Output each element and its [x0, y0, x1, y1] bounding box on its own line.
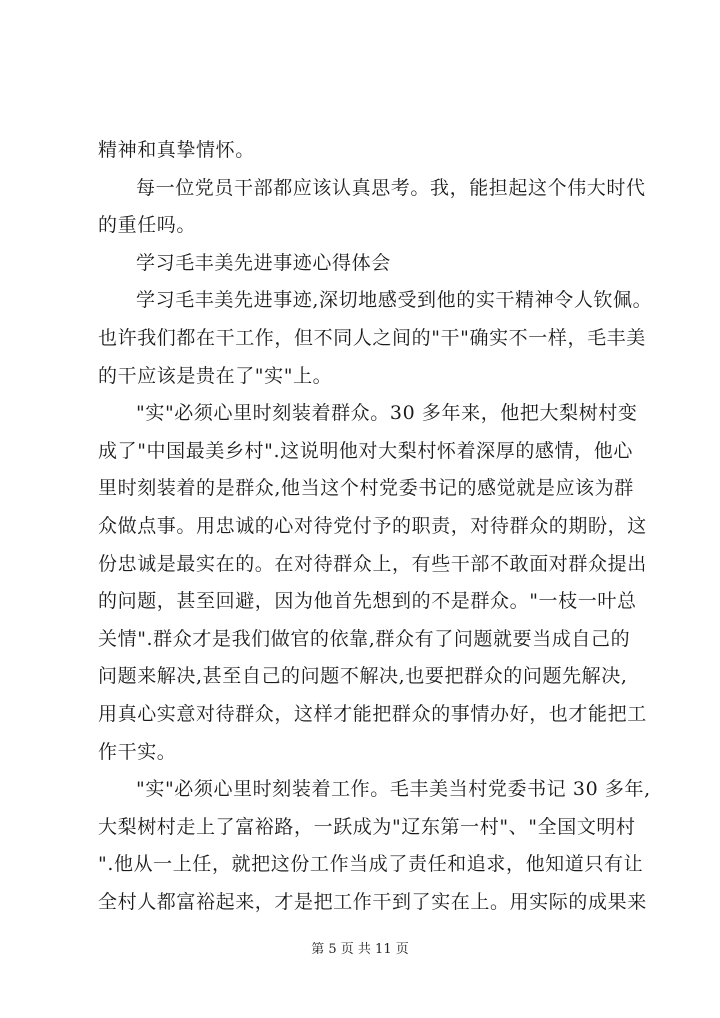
text-line: 精神和真挚情怀。	[98, 139, 255, 161]
text-line: 众做点事。用忠诚的心对待党付予的职责，对待群众的期盼，这	[98, 514, 647, 537]
text-line: 问题来解决,甚至自己的问题不解决,也要把群众的问题先解决,	[98, 665, 628, 688]
text-line: 的重任吗。	[98, 214, 197, 237]
text-line: 也许我们都在干工作，但不同人之间的"干"确实不一样，毛丰美	[98, 326, 646, 349]
text-line: 里时刻装着的是群众,他当这个村党委书记的感觉就是应该为群	[98, 477, 634, 500]
text-line: 用真心实意对待群众，这样才能把群众的事情办好，也才能把工	[98, 702, 647, 725]
text-line: 的干应该是贵在了"实"上。	[98, 364, 333, 387]
text-line: "实"必须心里时刻装着工作。毛丰美当村党委书记 30 多年,	[136, 778, 651, 801]
page-number-footer: 第 5 页 共 11 页	[311, 942, 409, 957]
text-line: 全村人都富裕起来，才是把工作干到了实在上。用实际的成果来	[98, 890, 647, 913]
text-line: 的问题，甚至回避，因为他首先想到的不是群众。"一枝一叶总	[98, 590, 637, 613]
text-line: 关情".群众才是我们做官的依靠,群众有了问题就要当成自己的	[98, 627, 631, 650]
text-line: 份忠诚是最实在的。在对待群众上，有些干部不敢面对群众提出	[98, 552, 647, 575]
text-line: 成了"中国最美乡村".这说明他对大梨村怀着深厚的感情，他心	[98, 439, 633, 462]
text-line: 作干实。	[98, 740, 177, 763]
section-heading: 学习毛丰美先进事迹心得体会	[136, 251, 391, 274]
text-line: 每一位党员干部都应该认真思考。我，能担起这个伟大时代	[136, 176, 646, 199]
text-line: 大梨树村走上了富裕路，一跃成为"辽东第一村"、"全国文明村	[98, 815, 636, 838]
text-line: 学习毛丰美先进事迹,深切地感受到他的实干精神令人钦佩。	[136, 289, 653, 312]
text-line: "实"必须心里时刻装着群众。30 多年来，他把大梨树村变	[136, 402, 638, 425]
document-body	[98, 132, 653, 921]
text-line: ".他从一上任，就把这份工作当成了责任和追求，他知道只有让	[98, 853, 644, 876]
